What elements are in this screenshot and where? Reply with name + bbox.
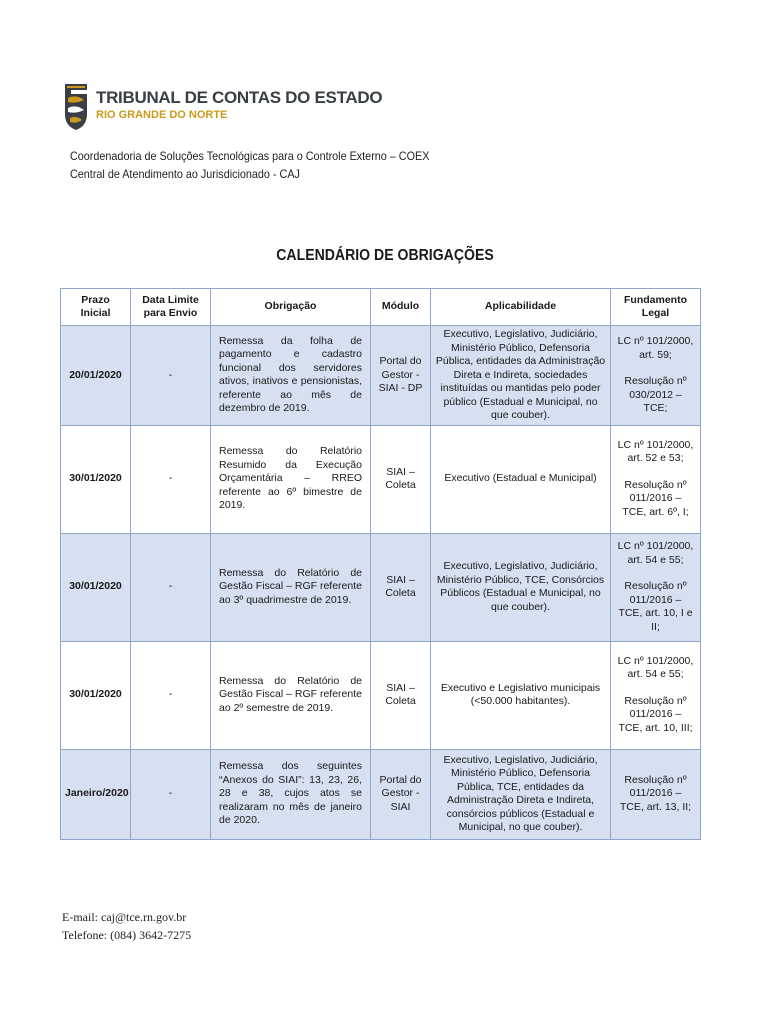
cell-modulo: SIAI – Coleta <box>371 533 431 641</box>
tce-emblem-icon <box>62 80 90 132</box>
cell-prazo: Janeiro/2020 <box>61 749 131 839</box>
table-row <box>61 326 701 426</box>
cell-modulo: SIAI – Coleta <box>371 425 431 533</box>
document-title: CALENDÁRIO DE OBRIGAÇÕES <box>276 247 494 264</box>
obligations-table <box>60 288 701 840</box>
fundamento-lc: LC nº 101/2000, art. 54 e 55; <box>617 654 694 681</box>
cell-fundamento <box>611 326 701 426</box>
header-limite: Data Limite para Envio <box>131 289 211 326</box>
cell-aplicabilidade: Executivo (Estadual e Municipal) <box>431 425 611 533</box>
cell-obrigacao: Remessa do Relatório Resumido da Execução Orçamentária – RREO referente ao 6º bimestre de 2019. <box>211 425 371 533</box>
cell-limite: - <box>131 326 211 426</box>
cell-obrigacao: Remessa dos seguintes “Anexos do SIAI”: 13, 23, 26, 28 e 38, cujos atos se realizaram no mês de janeiro de 2020. <box>211 749 371 839</box>
cell-prazo: 20/01/2020 <box>61 326 131 426</box>
contact-email: E-mail: caj@tce.rn.gov.br <box>62 910 187 924</box>
table-row <box>61 425 701 533</box>
cell-obrigacao: Remessa do Relatório de Gestão Fiscal – RGF referente ao 3º quadrimestre de 2019. <box>211 533 371 641</box>
header-modulo: Módulo <box>371 289 431 326</box>
cell-limite: - <box>131 641 211 749</box>
cell-modulo: Portal do Gestor - SIAI <box>371 749 431 839</box>
cell-obrigacao: Remessa do Relatório de Gestão Fiscal – RGF referente ao 2º semestre de 2019. <box>211 641 371 749</box>
cell-prazo: 30/01/2020 <box>61 425 131 533</box>
header-obrigacao: Obrigação <box>211 289 371 326</box>
table-row <box>61 641 701 749</box>
cell-fundamento <box>611 749 701 839</box>
cell-aplicabilidade: Executivo, Legislativo, Judiciário, Ministério Público, Defensoria Pública, TCE, entidades da Administração Direta e Indireta, consórcios públicos (Estadual e Municipal, no que couber). <box>431 749 611 839</box>
header-coordination: Coordenadoria de Soluções Tecnológicas para o Controle Externo – COEX <box>70 149 430 163</box>
fundamento-resolucao: Resolução nº 011/2016 – TCE, art. 13, II; <box>619 773 692 813</box>
cell-modulo: SIAI – Coleta <box>371 641 431 749</box>
fundamento-lc: LC nº 101/2000, art. 54 e 55; <box>617 540 694 566</box>
fundamento-resolucao: Resolução nº 011/2016 – TCE, art. 10, III; <box>618 694 693 734</box>
cell-fundamento <box>611 425 701 533</box>
cell-limite: - <box>131 425 211 533</box>
logo-title: TRIBUNAL DE CONTAS DO ESTADO <box>96 88 383 107</box>
fundamento-resolucao: Resolução nº 011/2016 – TCE, art. 6º, I; <box>622 478 689 518</box>
header-fundamento: Fundamento Legal <box>611 289 701 326</box>
fundamento-resolucao: Resolução nº 011/2016 – TCE, art. 10, I e II; <box>618 580 693 633</box>
cell-modulo: Portal do Gestor - SIAI - DP <box>371 326 431 426</box>
cell-aplicabilidade: Executivo, Legislativo, Judiciário, Ministério Público, Defensoria Pública, entidades da Administração Direta e Indireta, sociedades instituídas ou mantidas pelo poder público (Estadual e Municipal, no que couber). <box>431 326 611 426</box>
cell-limite: - <box>131 749 211 839</box>
fundamento-resolucao: Resolução nº 030/2012 – TCE; <box>624 375 687 414</box>
fundamento-lc: LC nº 101/2000, art. 52 e 53; <box>617 438 694 465</box>
header-prazo: Prazo Inicial <box>61 289 131 326</box>
cell-prazo: 30/01/2020 <box>61 533 131 641</box>
table-row <box>61 533 701 641</box>
header-central: Central de Atendimento ao Jurisdicionado - CAJ <box>70 167 300 181</box>
fundamento-lc: LC nº 101/2000, art. 59; <box>617 335 694 361</box>
tce-logo <box>62 80 383 136</box>
cell-limite: - <box>131 533 211 641</box>
table-header-row <box>61 289 701 326</box>
cell-fundamento <box>611 533 701 641</box>
cell-aplicabilidade: Executivo e Legislativo municipais (<50.000 habitantes). <box>431 641 611 749</box>
cell-prazo: 30/01/2020 <box>61 641 131 749</box>
cell-aplicabilidade: Executivo, Legislativo, Judiciário, Ministério Público, TCE, Consórcios Públicos (Estadual e Municipal, no que couber). <box>431 533 611 641</box>
logo-subtitle: RIO GRANDE DO NORTE <box>96 109 228 121</box>
contact-phone: Telefone: (084) 3642-7275 <box>62 928 192 942</box>
cell-fundamento <box>611 641 701 749</box>
header-aplicabilidade: Aplicabilidade <box>431 289 611 326</box>
cell-obrigacao: Remessa da folha de pagamento e cadastro funcional dos servidores ativos, inativos e pensionistas, referente ao mês de dezembro de 2019. <box>211 326 371 426</box>
table-row <box>61 749 701 839</box>
